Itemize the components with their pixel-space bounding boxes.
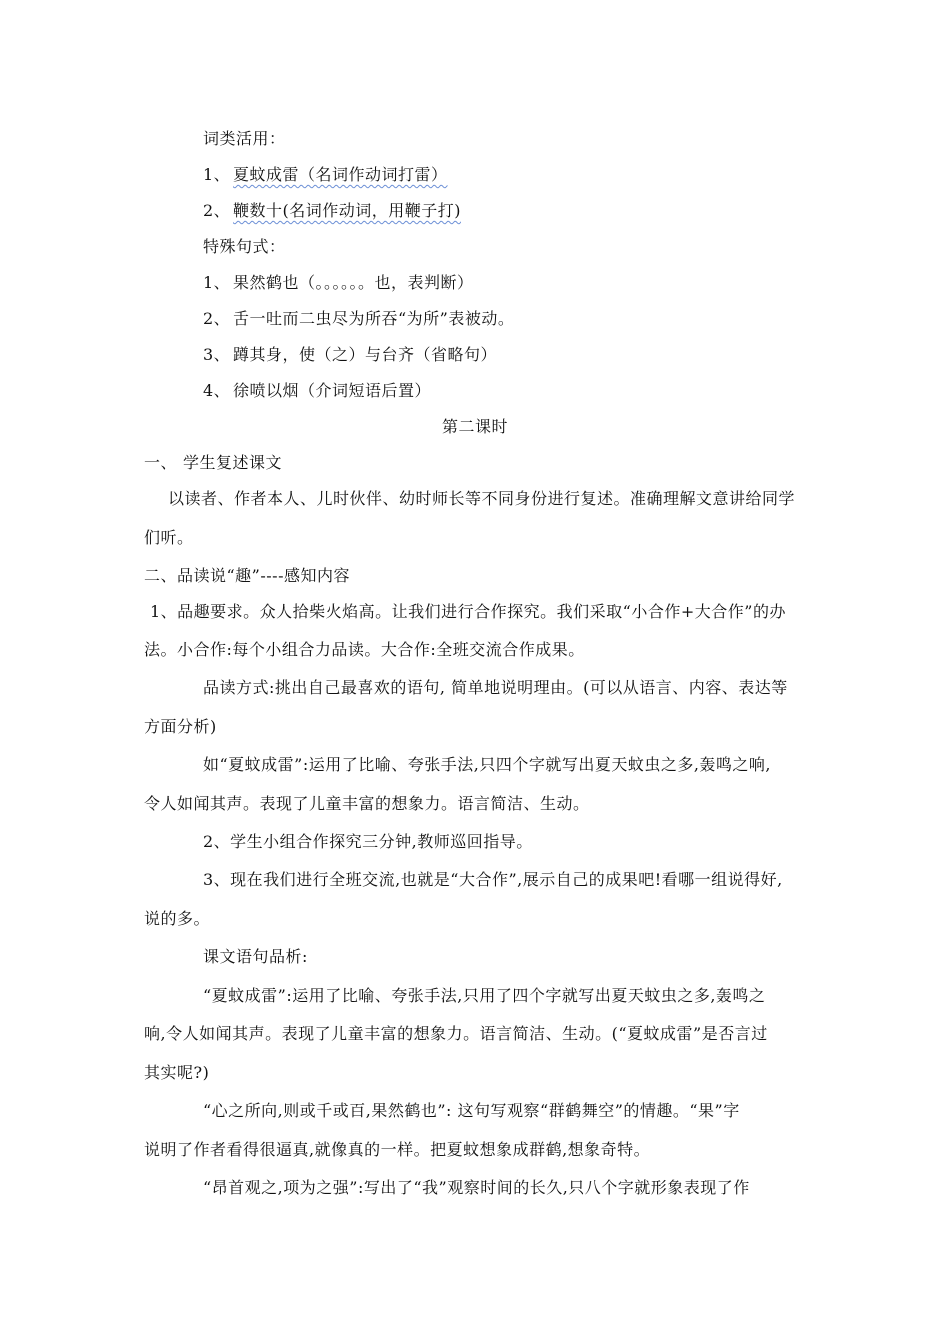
para-9-line-1: “昂首观之,项为之强”:写出了“我”观察时间的长久,只八个字就形象表现了作 (203, 1178, 750, 1197)
section-1-para-line-1: 以读者、作者本人、儿时伙伴、幼时师长等不同身份进行复述。准确理解文意讲给同学 (168, 489, 796, 508)
section-1-number: 一、 (144, 453, 178, 472)
para-5-line-1: 3、现在我们进行全班交流,也就是“大合作”,展示自己的成果吧!看哪一组说得好, (203, 870, 783, 889)
teshu-item-2-text: 舌一吐而二虫尽为所吞“为所”表被动。 (233, 309, 515, 328)
teshu-heading: 特殊句式： (203, 237, 286, 256)
para-3-line-1: 如“夏蚊成雷”:运用了比喻、夸张手法,只四个字就写出夏天蚊虫之多,轰鸣之响, (203, 755, 772, 774)
para-8-line-1: “心之所向,则或千或百,果然鹤也”: 这句写观察“群鹤舞空”的情趣。“果”字 (203, 1101, 740, 1120)
section-2-title: 二、品读说“趣”----感知内容 (144, 566, 350, 585)
cilei-heading: 词类活用： (203, 129, 286, 148)
para-6-line-1: 课文语句品析: (203, 947, 308, 966)
para-8-line-2: 说明了作者看得很逼真,就像真的一样。把夏蚊想象成群鹤,想象奇特。 (144, 1140, 651, 1159)
cilei-item-1-number: 1、 (203, 165, 231, 184)
section-1-para-line-2: 们听。 (144, 528, 194, 547)
teshu-item-2-number: 2、 (203, 309, 231, 328)
teshu-item-4-text: 徐喷以烟（介词短语后置） (233, 381, 432, 400)
para-3-line-2: 令人如闻其声。表现了儿童丰富的想象力。语言简洁、生动。 (144, 794, 590, 813)
para-1-line-1: 1、品趣要求。众人拾柴火焰高。让我们进行合作探究。我们采取“小合作+大合作”的办 (150, 602, 786, 621)
para-7-line-2: 响,令人如闻其声。表现了儿童丰富的想象力。语言简洁、生动。(“夏蚊成雷”是否言过 (144, 1024, 768, 1043)
para-1-line-2: 法。小合作:每个小组合力品读。大合作:全班交流合作成果。 (144, 640, 585, 659)
teshu-item-3-number: 3、 (203, 345, 231, 364)
para-4-line-1: 2、学生小组合作探究三分钟,教师巡回指导。 (203, 832, 533, 851)
cilei-item-1-text: 夏蚊成雷（名词作动词打雷） (233, 165, 448, 184)
teshu-item-4-number: 4、 (203, 381, 231, 400)
para-7-line-3: 其实呢?) (144, 1063, 210, 1082)
para-2-line-2: 方面分析) (144, 717, 217, 736)
para-5-line-2: 说的多。 (144, 909, 211, 928)
lesson-2-title: 第二课时 (441, 417, 508, 436)
teshu-item-1-number: 1、 (203, 273, 231, 292)
teshu-item-3-text: 蹲其身，使（之）与台齐（省略句） (233, 345, 498, 364)
para-7-line-1: “夏蚊成雷”:运用了比喻、夸张手法,只用了四个字就写出夏天蚊虫之多,轰鸣之 (203, 986, 766, 1005)
para-2-line-1: 品读方式:挑出自己最喜欢的语句, 简单地说明理由。(可以从语言、内容、表达等 (203, 678, 788, 697)
cilei-item-2-number: 2、 (203, 201, 231, 220)
teshu-item-1-text: 果然鹤也（。。。。。。也，表判断） (233, 273, 474, 292)
cilei-item-2-text: 鞭数十(名词作动词，用鞭子打) (233, 201, 461, 220)
section-1-title: 学生复述课文 (183, 453, 283, 472)
